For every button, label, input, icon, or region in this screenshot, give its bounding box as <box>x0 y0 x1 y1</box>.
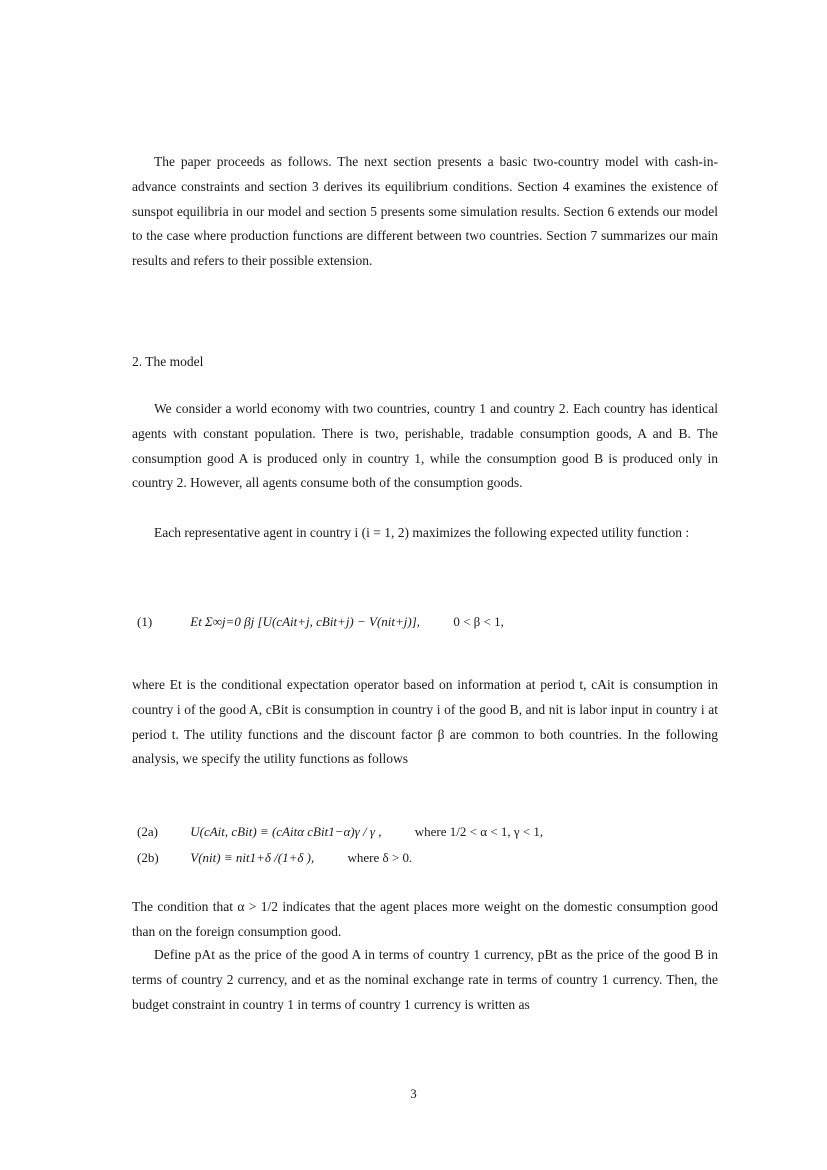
equation-2a <box>137 824 543 840</box>
agent-paragraph: Each representative agent in country i (i = 1, 2) maximizes the following expected utility function : <box>154 525 690 540</box>
equation-condition: where 1/2 < α < 1, γ < 1, <box>414 824 544 839</box>
equation-1 <box>137 614 504 630</box>
where-paragraph: where Et is the conditional expectation operator based on information at period t, cAit is consumption in country i of the good A, cBit is consumption in country i of the good B, and nit is labor input in country i at period t. The utility functions and the discount factor β are common to both countries. In the following analysis, we specify the utility functions as follows <box>132 677 718 767</box>
equation-number: (1) <box>137 614 153 629</box>
equation-2b <box>137 850 412 866</box>
equation-expression: U(cAit, cBit) ≡ (cAitα cBit1−α)γ / γ , <box>190 824 382 839</box>
equation-condition: 0 < β < 1, <box>453 614 504 629</box>
page-number: 3 <box>410 1086 417 1101</box>
equation-expression: Et Σ∞j=0 βj [U(cAit+j, cBit+j) − V(nit+j)], <box>190 614 421 629</box>
section-heading: 2. The model <box>132 354 204 369</box>
equation-number: (2b) <box>137 850 159 865</box>
define-paragraph: Define pAt as the price of the good A in terms of country 1 currency, pBt as the price of the good B in terms of country 2 currency, and et as the nominal exchange rate in terms of country 1 currency. Then, the budget constraint in country 1 in terms of country 1 currency is written as <box>132 947 718 1012</box>
intro-paragraph: The paper proceeds as follows. The next section presents a basic two-country model with cash-in-advance constraints and section 3 derives its equilibrium conditions. Section 4 examines the existence of sunspot equilibria in our model and section 5 presents some simulation results. Section 6 extends our model to the case where production functions are different between two countries. Section 7 summarizes our main results and refers to their possible extension. <box>132 154 718 269</box>
equation-condition: where δ > 0. <box>347 850 413 865</box>
model-paragraph: We consider a world economy with two countries, country 1 and country 2. Each country has identical agents with constant population. There is two, perishable, tradable consumption goods, A and B. The consumption good A is produced only in country 1, while the consumption good B is produced only in country 2. However, all agents consume both of the consumption goods. <box>132 401 718 491</box>
equation-expression: V(nit) ≡ nit1+δ /(1+δ ), <box>190 850 315 865</box>
equation-number: (2a) <box>137 824 158 839</box>
condition-paragraph: The condition that α > 1/2 indicates that the agent places more weight on the domestic consumption good than on the foreign consumption good. <box>132 899 718 939</box>
